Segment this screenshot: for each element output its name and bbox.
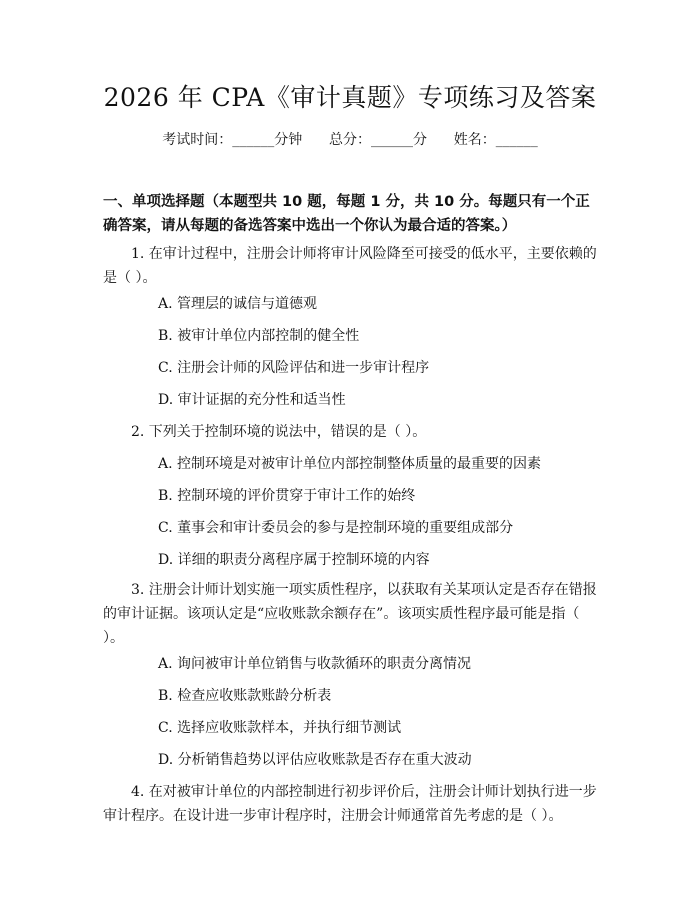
question-3-option-d: D. 分析销售趋势以评估应收账款是否存在重大波动 [158,752,472,768]
question-1-option-b: B. 被审计单位内部控制的健全性 [158,328,360,344]
question-1-option-d: D. 审计证据的充分性和适当性 [158,392,346,408]
question-2-option-c: C. 董事会和审计委员会的参与是控制环境的重要组成部分 [158,520,514,536]
question-1: 1. 在审计过程中，注册会计师将审计风险降至可接受的低水平，主要依赖的是（ ）。 [103,246,597,286]
section-heading: 一、单项选择题（本题型共 10 题，每题 1 分，共 10 分。每题只有一个正确答案，请从每题的备选答案中选出一个你认为最合适的答案。） [103,194,590,234]
page-title: 2026 年 CPA《审计真题》专项练习及答案 [103,83,597,112]
question-3-option-a: A. 询问被审计单位销售与收款循环的职责分离情况 [158,656,472,672]
question-4: 4. 在对被审计单位的内部控制进行初步评价后，注册会计师计划执行进一步审计程序。在设计进一步审计程序时，注册会计师通常首先考虑的是（ ）。 [103,784,597,824]
question-2-option-b: B. 控制环境的评价贯穿于审计工作的始终 [158,488,416,504]
question-2-option-d: D. 详细的职责分离程序属于控制环境的内容 [158,552,430,568]
exam-info-line: 考试时间：______分钟 总分：______分 姓名：______ [162,132,538,148]
question-1-option-a: A. 管理层的诚信与道德观 [158,296,318,312]
question-2: 2. 下列关于控制环境的说法中，错误的是（ ）。 [131,424,427,440]
question-3: 3. 注册会计师计划实施一项实质性程序，以获取有关某项认定是否存在错报的审计证据。该项认定是“应收账款余额存在”。该项实质性程序最可能是指（ ）。 [103,582,597,646]
question-3-option-b: B. 检查应收账款账龄分析表 [158,688,332,704]
question-1-option-c: C. 注册会计师的风险评估和进一步审计程序 [158,360,430,376]
question-3-option-c: C. 选择应收账款样本，并执行细节测试 [158,720,402,736]
question-2-option-a: A. 控制环境是对被审计单位内部控制整体质量的最重要的因素 [158,456,542,472]
